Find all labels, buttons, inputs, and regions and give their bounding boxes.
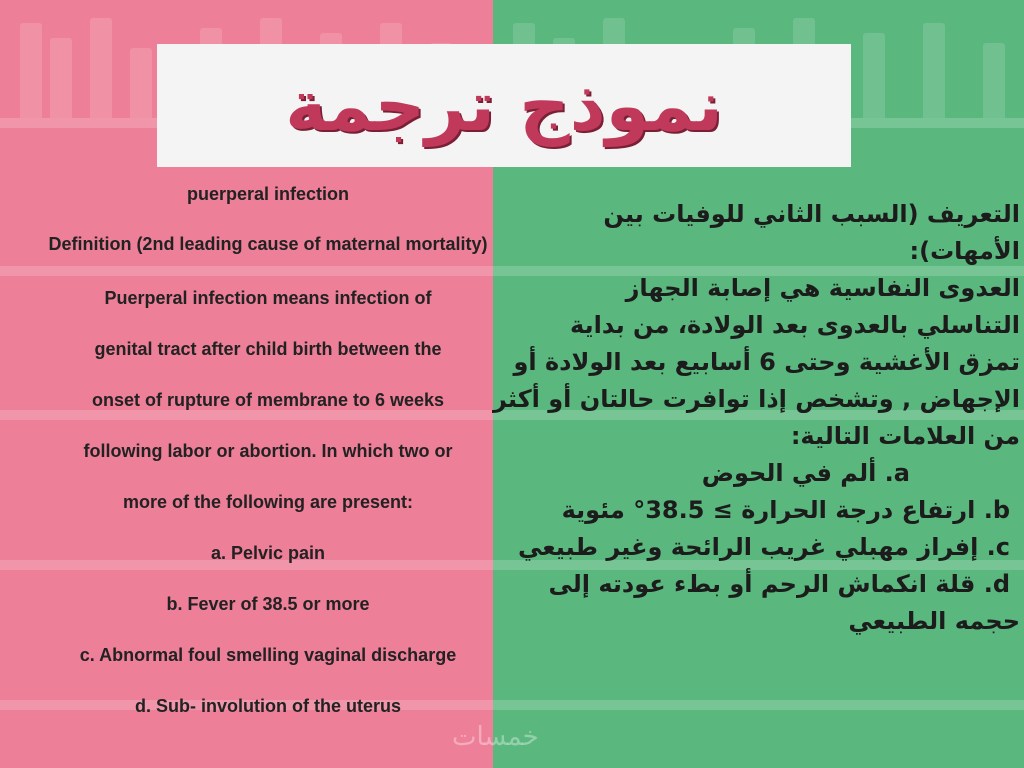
english-list-item-a: a. Pelvic pain: [210, 543, 326, 563]
arabic-text-column: [492, 196, 1020, 640]
english-paragraph-line: onset of rupture of membrane to 6 weeks: [91, 390, 445, 410]
english-paragraph-line: more of the following are present:: [122, 492, 414, 512]
arabic-line: الأمهات):: [909, 237, 1020, 265]
page-title: نموذج ترجمة: [285, 64, 723, 147]
english-list-item-b: b. Fever of 38.5 or more: [166, 594, 370, 614]
english-paragraph-line: following labor or abortion. In which two or: [83, 441, 453, 461]
arabic-list-item-d: d. قلة انكماش الرحم أو بطء عودته إلى: [548, 570, 1010, 598]
arabic-list-item-a: a. ألم في الحوض: [701, 459, 910, 487]
arabic-list-item-b: b. ارتفاع درجة الحرارة ≥ 38.5° مئوية: [561, 496, 1010, 524]
english-list-item-c: c. Abnormal foul smelling vaginal discharge: [79, 645, 457, 665]
arabic-line: تمزق الأغشية وحتى 6 أسابيع بعد الولادة أو: [513, 348, 1020, 376]
arabic-line: التعريف (السبب الثاني للوفيات بين: [603, 200, 1020, 228]
english-heading: puerperal infection: [186, 184, 350, 204]
title-banner: [157, 44, 851, 167]
arabic-line: التناسلي بالعدوى بعد الولادة، من بداية: [570, 311, 1020, 339]
english-paragraph-line: genital tract after child birth between the: [94, 339, 442, 359]
arabic-line: من العلامات التالية:: [790, 422, 1020, 450]
arabic-list-item-d-continued: حجمه الطبيعي: [848, 607, 1020, 635]
arabic-line: الإجهاض , وتشخص إذا توافرت حالتان أو أكثر: [492, 385, 1020, 413]
english-paragraph-line: Puerperal infection means infection of: [104, 288, 432, 308]
arabic-line: العدوى النفاسية هي إصابة الجهاز: [625, 274, 1020, 302]
english-list-item-d: d. Sub- involution of the uterus: [135, 696, 401, 716]
english-definition: Definition (2nd leading cause of maternal mortality): [48, 234, 488, 254]
english-text-column: [42, 178, 494, 718]
arabic-list-item-c: c. إفراز مهبلي غريب الرائحة وغير طبيعي: [517, 533, 1010, 561]
watermark: خمسات: [452, 722, 539, 752]
